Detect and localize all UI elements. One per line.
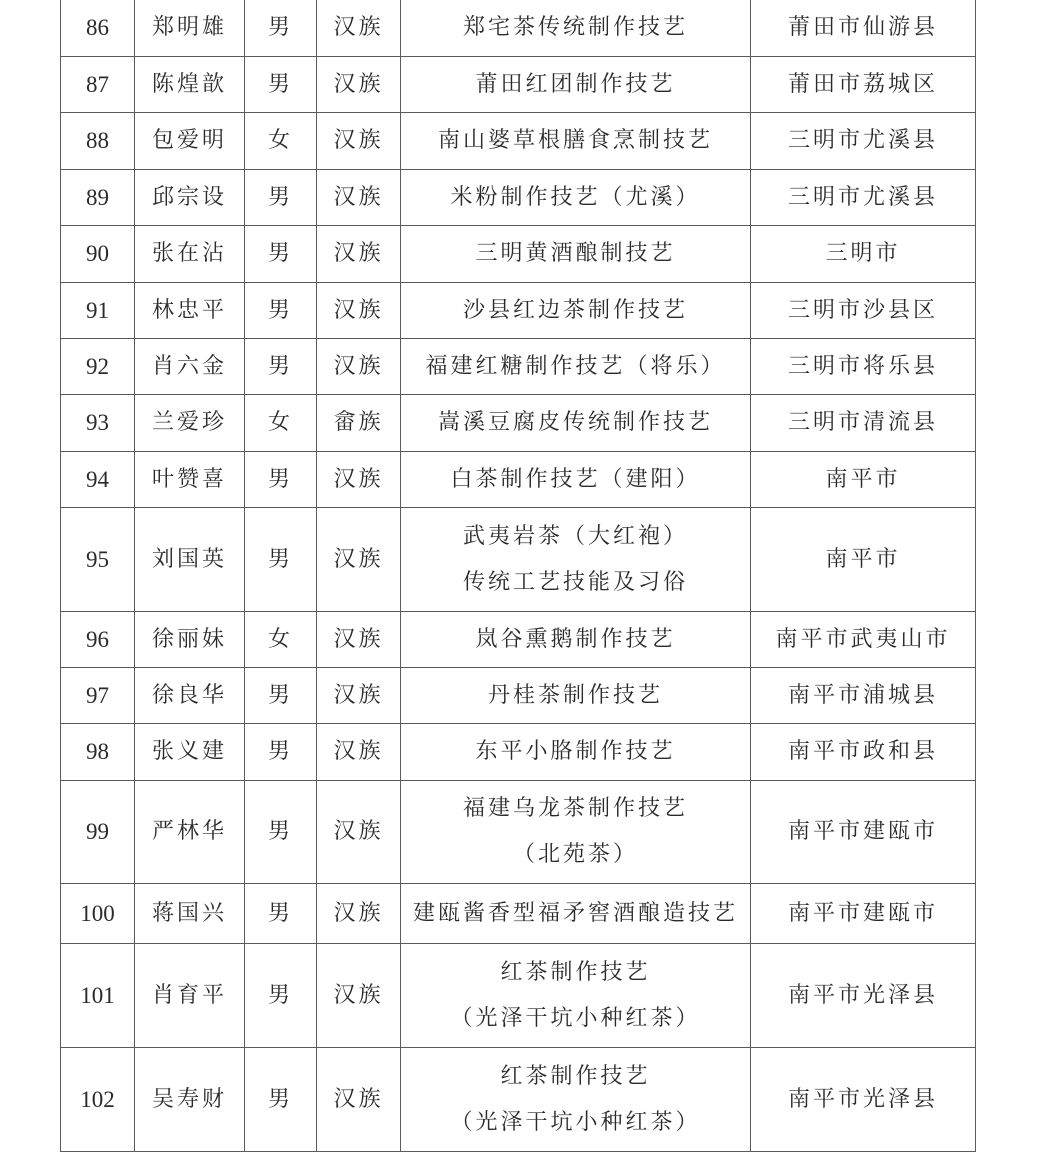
person-name: 郑明雄 (151, 15, 227, 40)
cell-sex (245, 0, 317, 57)
person-sex: 男 (267, 819, 293, 844)
person-ethnicity: 汉族 (333, 739, 384, 764)
table-row (61, 452, 976, 508)
cell-sex (245, 395, 317, 452)
cell-name (135, 57, 245, 113)
cell-heritage-item (401, 339, 751, 395)
person-sex: 女 (267, 626, 293, 652)
region-name: 三明市将乐县 (787, 353, 938, 379)
heritage-item-line: 东平小胳制作技艺 (475, 739, 676, 764)
person-sex: 男 (267, 71, 293, 97)
person-ethnicity: 汉族 (333, 626, 384, 652)
table-row (61, 724, 976, 781)
cell-sex (245, 170, 317, 226)
row-number: 87 (86, 71, 109, 97)
row-number: 92 (86, 353, 109, 379)
cell-region (751, 170, 976, 226)
cell-name (135, 395, 245, 452)
person-name: 张在沾 (151, 241, 227, 266)
heritage-inheritor-table (60, 0, 976, 1152)
cell-sex (245, 724, 317, 781)
person-ethnicity: 汉族 (333, 71, 384, 97)
cell-number (61, 944, 135, 1048)
heritage-item-line: 沙县红边茶制作技艺 (462, 297, 688, 323)
cell-number (61, 226, 135, 283)
cell-region (751, 944, 976, 1048)
cell-ethnicity (317, 0, 401, 57)
cell-region (751, 781, 976, 884)
heritage-item-line: 传统工艺技能及习俗 (462, 569, 688, 595)
person-name: 张义建 (151, 739, 227, 764)
cell-heritage-item (401, 944, 751, 1048)
cell-sex (245, 884, 317, 944)
heritage-item-line: 武夷岩茶（大红袍） (462, 523, 688, 549)
cell-region (751, 226, 976, 283)
person-name: 严林华 (151, 819, 227, 844)
cell-number (61, 113, 135, 170)
cell-number (61, 668, 135, 724)
row-number: 90 (86, 241, 109, 266)
table-row (61, 668, 976, 724)
cell-sex (245, 452, 317, 508)
cell-ethnicity (317, 612, 401, 668)
person-name: 肖育平 (151, 982, 227, 1008)
row-number: 99 (86, 819, 109, 844)
person-sex: 男 (267, 1086, 293, 1112)
table-row (61, 612, 976, 668)
cell-sex (245, 57, 317, 113)
cell-region (751, 283, 976, 339)
cell-ethnicity (317, 1048, 401, 1152)
table-row (61, 339, 976, 395)
heritage-item-line: 郑宅茶传统制作技艺 (462, 15, 688, 40)
cell-heritage-item (401, 226, 751, 283)
cell-sex (245, 339, 317, 395)
cell-region (751, 668, 976, 724)
heritage-item-line: 岚谷熏鹅制作技艺 (475, 626, 676, 652)
cell-heritage-item (401, 57, 751, 113)
table-row (61, 57, 976, 113)
person-ethnicity: 汉族 (333, 546, 384, 572)
table-row (61, 781, 976, 884)
row-number: 95 (86, 546, 109, 572)
table-row (61, 226, 976, 283)
table-row (61, 944, 976, 1048)
person-ethnicity: 汉族 (333, 900, 384, 926)
table-row (61, 283, 976, 339)
cell-number (61, 339, 135, 395)
cell-name (135, 781, 245, 884)
person-ethnicity: 汉族 (333, 297, 384, 323)
cell-name (135, 884, 245, 944)
row-number: 91 (86, 297, 109, 323)
cell-ethnicity (317, 508, 401, 612)
cell-name (135, 508, 245, 612)
table-row (61, 395, 976, 452)
cell-name (135, 339, 245, 395)
cell-name (135, 226, 245, 283)
heritage-item-line: 红茶制作技艺 (500, 1063, 651, 1089)
cell-number (61, 170, 135, 226)
person-sex: 男 (267, 739, 293, 764)
cell-ethnicity (317, 226, 401, 283)
heritage-item-line: 莆田红团制作技艺 (475, 71, 676, 97)
person-name: 叶赞喜 (151, 466, 227, 492)
cell-heritage-item (401, 113, 751, 170)
cell-ethnicity (317, 781, 401, 884)
cell-name (135, 944, 245, 1048)
cell-number (61, 452, 135, 508)
cell-heritage-item (401, 1048, 751, 1152)
region-name: 南平市光泽县 (787, 982, 938, 1008)
region-name: 南平市浦城县 (787, 682, 938, 708)
cell-name (135, 170, 245, 226)
cell-name (135, 283, 245, 339)
cell-sex (245, 283, 317, 339)
region-name: 南平市建瓯市 (787, 819, 938, 844)
row-number: 88 (86, 128, 109, 153)
cell-number (61, 508, 135, 612)
person-name: 林忠平 (151, 297, 227, 323)
cell-name (135, 668, 245, 724)
cell-heritage-item (401, 170, 751, 226)
cell-name (135, 612, 245, 668)
cell-number (61, 884, 135, 944)
cell-region (751, 508, 976, 612)
cell-ethnicity (317, 283, 401, 339)
region-name: 三明市尤溪县 (787, 184, 938, 210)
cell-number (61, 395, 135, 452)
person-ethnicity: 汉族 (333, 982, 384, 1008)
cell-name (135, 452, 245, 508)
cell-name (135, 113, 245, 170)
cell-region (751, 612, 976, 668)
table-row (61, 508, 976, 612)
heritage-item-line: （北苑茶） (512, 842, 638, 867)
person-name: 徐丽妹 (151, 626, 227, 652)
row-number: 97 (86, 682, 109, 708)
person-sex: 男 (267, 982, 293, 1008)
heritage-item-line: （光泽干坑小种红茶） (450, 1005, 701, 1031)
region-name: 莆田市仙游县 (787, 15, 938, 40)
cell-number (61, 724, 135, 781)
table-row (61, 170, 976, 226)
cell-heritage-item (401, 452, 751, 508)
person-name: 蒋国兴 (151, 900, 227, 926)
cell-name (135, 0, 245, 57)
cell-ethnicity (317, 57, 401, 113)
person-ethnicity: 汉族 (333, 15, 384, 40)
cell-region (751, 724, 976, 781)
person-sex: 男 (267, 184, 293, 210)
cell-region (751, 1048, 976, 1152)
person-sex: 男 (267, 241, 293, 266)
row-number: 93 (86, 410, 109, 435)
cell-region (751, 57, 976, 113)
region-name: 三明市清流县 (787, 410, 938, 435)
heritage-item-line: 丹桂茶制作技艺 (487, 682, 663, 708)
table-body (61, 0, 976, 1152)
heritage-item-line: 米粉制作技艺（尤溪） (450, 184, 701, 210)
cell-ethnicity (317, 944, 401, 1048)
person-name: 肖六金 (151, 353, 227, 379)
cell-ethnicity (317, 884, 401, 944)
cell-sex (245, 226, 317, 283)
cell-number (61, 0, 135, 57)
cell-number (61, 612, 135, 668)
person-name: 陈煌歆 (151, 71, 227, 97)
row-number: 96 (86, 626, 109, 652)
person-name: 邱宗设 (151, 184, 227, 210)
cell-number (61, 781, 135, 884)
person-ethnicity: 汉族 (333, 819, 384, 844)
table-row (61, 884, 976, 944)
cell-ethnicity (317, 339, 401, 395)
person-ethnicity: 汉族 (333, 241, 384, 266)
person-ethnicity: 汉族 (333, 682, 384, 708)
person-name: 吴寿财 (151, 1086, 227, 1112)
cell-region (751, 113, 976, 170)
person-ethnicity: 汉族 (333, 184, 384, 210)
row-number: 100 (80, 900, 115, 926)
region-name: 南平市 (825, 466, 901, 492)
person-sex: 男 (267, 353, 293, 379)
cell-region (751, 395, 976, 452)
row-number: 101 (80, 982, 115, 1008)
cell-region (751, 0, 976, 57)
cell-sex (245, 781, 317, 884)
cell-ethnicity (317, 395, 401, 452)
person-name: 徐良华 (151, 682, 227, 708)
cell-ethnicity (317, 668, 401, 724)
cell-heritage-item (401, 668, 751, 724)
cell-region (751, 884, 976, 944)
person-sex: 女 (267, 128, 293, 153)
table-row (61, 113, 976, 170)
heritage-item-line: 白茶制作技艺（建阳） (450, 466, 701, 492)
cell-heritage-item (401, 283, 751, 339)
cell-sex (245, 508, 317, 612)
cell-sex (245, 668, 317, 724)
cell-ethnicity (317, 170, 401, 226)
heritage-item-line: 南山婆草根膳食烹制技艺 (437, 128, 713, 153)
row-number: 94 (86, 466, 109, 492)
person-name: 包爱明 (151, 128, 227, 153)
cell-region (751, 452, 976, 508)
cell-heritage-item (401, 0, 751, 57)
person-sex: 男 (267, 900, 293, 926)
region-name: 南平市武夷山市 (775, 626, 951, 652)
cell-name (135, 724, 245, 781)
row-number: 102 (80, 1086, 115, 1112)
cell-sex (245, 113, 317, 170)
heritage-item-line: 嵩溪豆腐皮传统制作技艺 (437, 410, 713, 435)
cell-ethnicity (317, 452, 401, 508)
person-name: 刘国英 (151, 546, 227, 572)
cell-sex (245, 612, 317, 668)
heritage-item-line: 福建红糖制作技艺（将乐） (425, 353, 726, 379)
cell-heritage-item (401, 612, 751, 668)
cell-sex (245, 1048, 317, 1152)
person-ethnicity: 汉族 (333, 466, 384, 492)
cell-number (61, 57, 135, 113)
region-name: 三明市沙县区 (787, 297, 938, 323)
table-row (61, 1048, 976, 1152)
cell-heritage-item (401, 395, 751, 452)
cell-heritage-item (401, 724, 751, 781)
person-ethnicity: 汉族 (333, 353, 384, 379)
cell-name (135, 1048, 245, 1152)
cell-sex (245, 944, 317, 1048)
cell-ethnicity (317, 113, 401, 170)
person-ethnicity: 畲族 (333, 410, 384, 435)
heritage-inheritor-table-container (60, 0, 975, 1152)
row-number: 89 (86, 184, 109, 210)
cell-number (61, 1048, 135, 1152)
person-ethnicity: 汉族 (333, 128, 384, 153)
region-name: 三明市 (825, 241, 901, 266)
row-number: 86 (86, 15, 109, 40)
heritage-item-line: 红茶制作技艺 (500, 959, 651, 985)
cell-heritage-item (401, 508, 751, 612)
cell-heritage-item (401, 884, 751, 944)
person-sex: 女 (267, 410, 293, 435)
heritage-item-line: 三明黄酒酿制技艺 (475, 241, 676, 266)
cell-ethnicity (317, 724, 401, 781)
person-sex: 男 (267, 546, 293, 572)
region-name: 南平市建瓯市 (787, 900, 938, 926)
region-name: 三明市尤溪县 (787, 128, 938, 153)
cell-number (61, 283, 135, 339)
person-sex: 男 (267, 466, 293, 492)
cell-region (751, 339, 976, 395)
person-sex: 男 (267, 682, 293, 708)
heritage-item-line: 建瓯酱香型福矛窖酒酿造技艺 (412, 900, 738, 926)
region-name: 南平市 (825, 546, 901, 572)
person-name: 兰爱珍 (151, 410, 227, 435)
heritage-item-line: 福建乌龙茶制作技艺 (462, 796, 688, 821)
region-name: 南平市政和县 (787, 739, 938, 764)
person-sex: 男 (267, 15, 293, 40)
row-number: 98 (86, 739, 109, 764)
table-row (61, 0, 976, 57)
region-name: 莆田市荔城区 (787, 71, 938, 97)
person-ethnicity: 汉族 (333, 1086, 384, 1112)
heritage-item-line: （光泽干坑小种红茶） (450, 1109, 701, 1135)
cell-heritage-item (401, 781, 751, 884)
person-sex: 男 (267, 297, 293, 323)
region-name: 南平市光泽县 (787, 1086, 938, 1112)
